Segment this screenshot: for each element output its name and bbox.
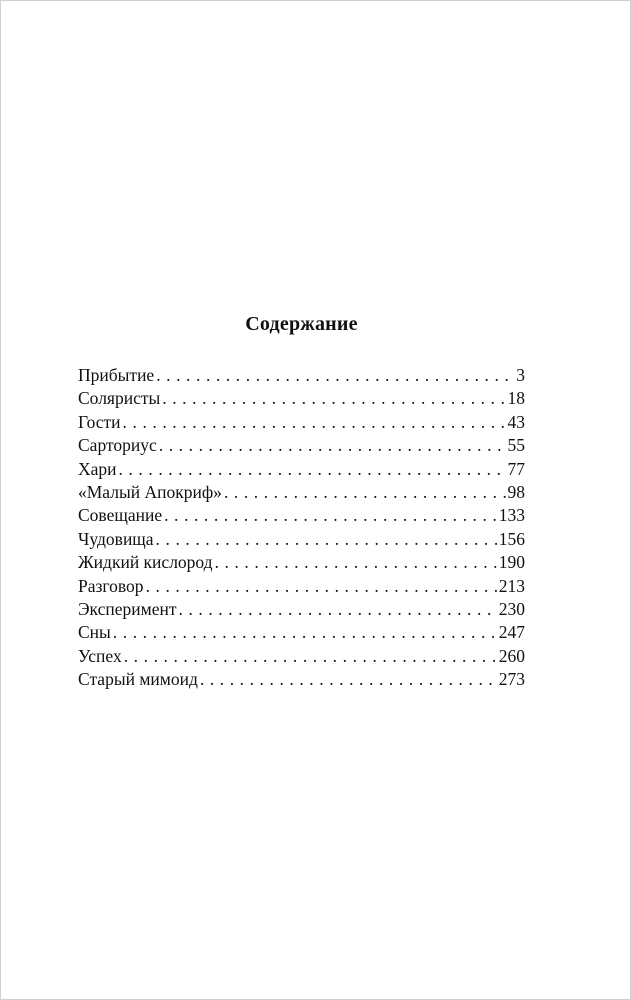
toc-entry bbox=[78, 575, 525, 598]
toc-entry bbox=[78, 481, 525, 504]
toc-entry-label: Сарториус bbox=[78, 435, 157, 456]
table-of-contents bbox=[78, 310, 525, 691]
toc-entry-label: Эксперимент bbox=[78, 598, 177, 619]
toc-entry bbox=[78, 621, 525, 644]
toc-leader-dots bbox=[215, 551, 497, 574]
toc-entry-page: 190 bbox=[498, 552, 525, 573]
toc-entry-label: Разговор bbox=[78, 575, 144, 596]
toc-leader-dots bbox=[224, 481, 506, 504]
toc-entry-label: Прибытие bbox=[78, 365, 155, 385]
toc-entry-page: 55 bbox=[507, 435, 525, 456]
toc-leader-dots bbox=[123, 411, 506, 434]
toc-entry-label: «Малый Апокриф» bbox=[78, 481, 222, 502]
toc-leader-dots bbox=[164, 504, 497, 527]
toc-entry bbox=[78, 411, 525, 434]
toc-entry-label: Совещание bbox=[78, 505, 163, 526]
toc-leader-dots bbox=[113, 621, 497, 644]
toc-entry-page: 230 bbox=[498, 598, 525, 619]
toc-entry-label: Хари bbox=[78, 458, 117, 479]
toc-entry-page: 3 bbox=[516, 365, 525, 385]
toc-entry-label: Успех bbox=[78, 645, 122, 666]
toc-entry-label: Сны bbox=[78, 622, 111, 643]
toc-leader-dots bbox=[159, 434, 506, 457]
toc-leader-dots bbox=[156, 364, 514, 387]
toc-entry bbox=[78, 364, 525, 387]
toc-entry-label: Соляристы bbox=[78, 388, 161, 409]
toc-entry-page: 247 bbox=[498, 622, 525, 643]
toc-entry bbox=[78, 458, 525, 481]
toc-entry-page: 133 bbox=[498, 505, 525, 526]
toc-entry-page: 43 bbox=[507, 411, 525, 432]
toc-entry bbox=[78, 598, 525, 621]
toc-entry bbox=[78, 387, 525, 410]
toc-entry bbox=[78, 668, 525, 691]
toc-leader-dots bbox=[179, 598, 497, 621]
toc-list bbox=[78, 364, 525, 691]
toc-leader-dots bbox=[162, 387, 505, 410]
toc-entry bbox=[78, 434, 525, 457]
toc-entry-page: 156 bbox=[498, 528, 525, 549]
toc-entry-label: Гости bbox=[78, 411, 121, 432]
toc-entry bbox=[78, 551, 525, 574]
toc-entry-page: 213 bbox=[498, 575, 525, 596]
toc-entry-page: 98 bbox=[507, 481, 525, 502]
toc-title: Содержание bbox=[245, 313, 358, 335]
toc-entry-page: 77 bbox=[507, 458, 525, 479]
toc-leader-dots bbox=[124, 645, 497, 668]
toc-entry-label: Старый мимоид bbox=[78, 669, 198, 690]
toc-entry-page: 273 bbox=[498, 669, 525, 690]
toc-entry bbox=[78, 504, 525, 527]
toc-entry-page: 260 bbox=[498, 645, 525, 666]
toc-leader-dots bbox=[200, 668, 497, 691]
toc-entry-label: Чудовища bbox=[78, 528, 154, 549]
toc-entry bbox=[78, 528, 525, 551]
toc-entry bbox=[78, 645, 525, 668]
toc-entry-label: Жидкий кислород bbox=[78, 552, 213, 573]
toc-leader-dots bbox=[119, 458, 506, 481]
toc-entry-page: 18 bbox=[507, 388, 525, 409]
toc-leader-dots bbox=[156, 528, 497, 551]
toc-leader-dots bbox=[146, 575, 497, 598]
